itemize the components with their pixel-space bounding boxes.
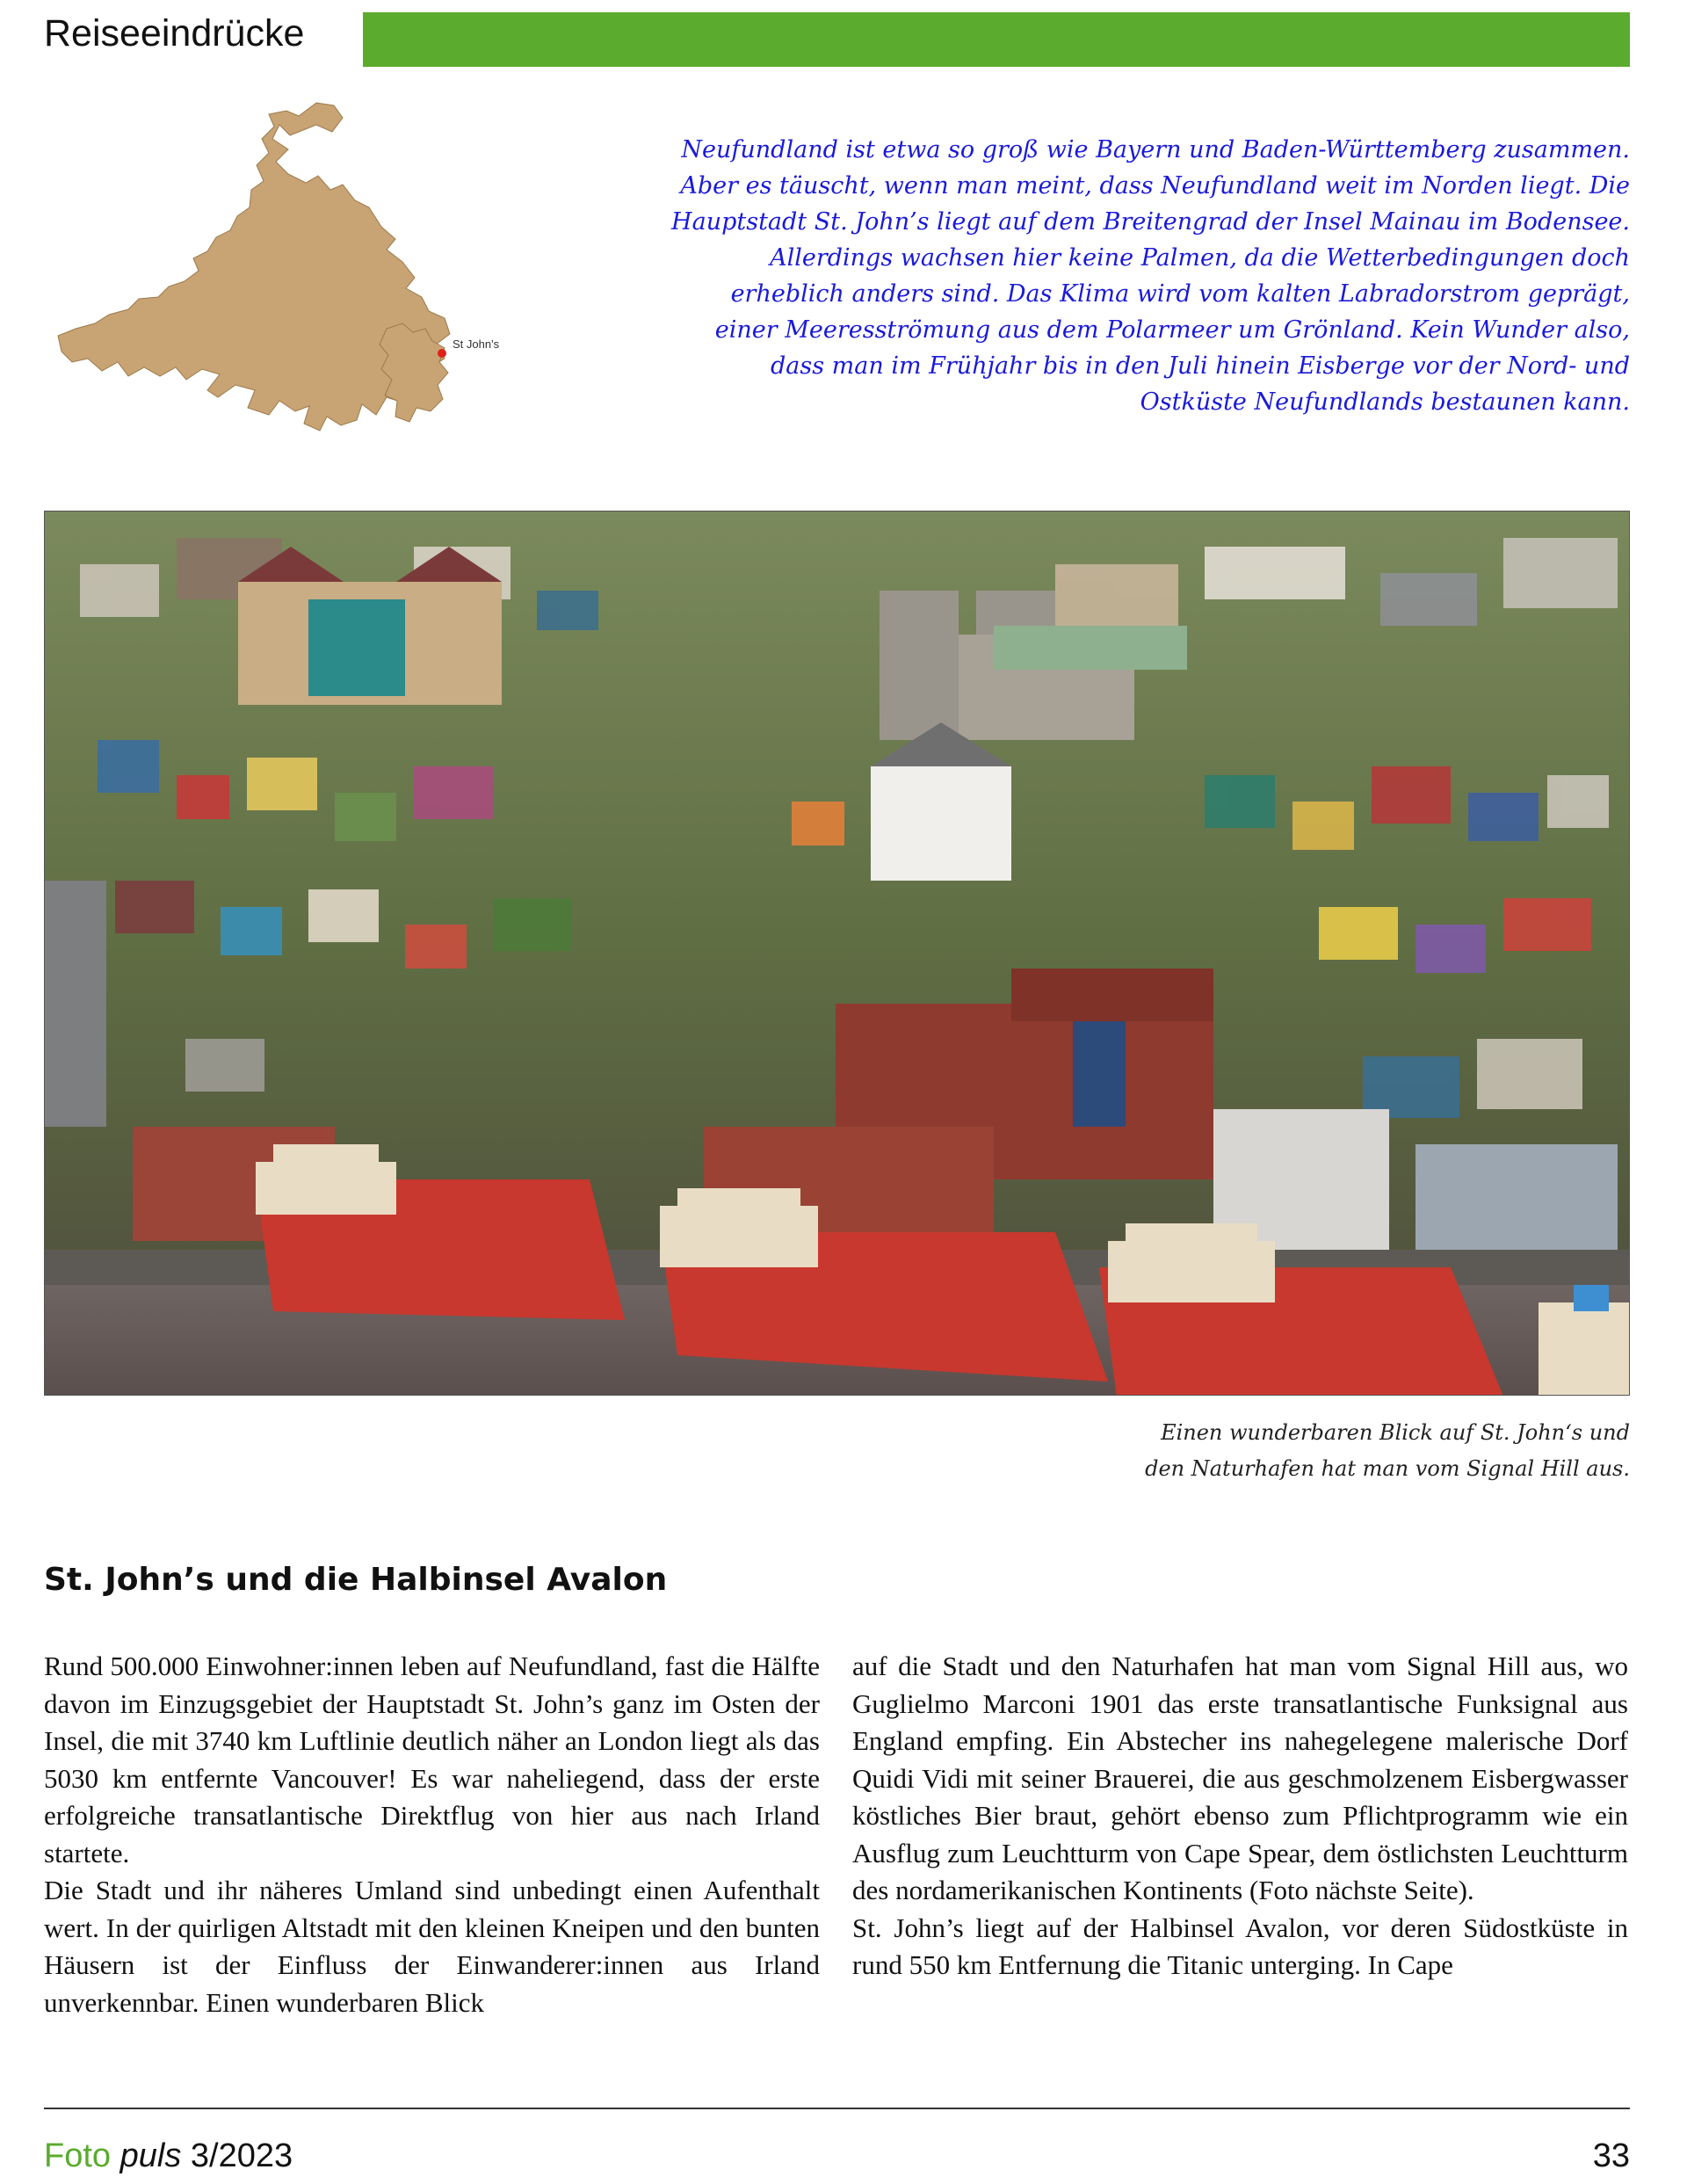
harbour-photo-illustration (45, 512, 1630, 1396)
caption-line-2: den Naturhafen hat man vom Signal Hill aus. (1145, 1456, 1630, 1481)
article-heading: St. John’s und die Halbinsel Avalon (44, 1562, 668, 1598)
st-johns-marker (438, 349, 446, 358)
footer-rule (44, 2108, 1630, 2109)
magazine-name (44, 2137, 293, 2175)
magazine-name-puls: puls (119, 2137, 182, 2174)
issue-number: 3/2023 (190, 2137, 293, 2174)
caption-line-1: Einen wunderbaren Blick auf St. John‘s und (1161, 1420, 1630, 1445)
section-title: Reiseeindrücke (44, 12, 305, 54)
intro-text: Neufundland ist etwa so groß wie Bayern und Baden-Württemberg zusammen. Aber es täuscht, wenn man meint, dass Neufundland weit im Norden liegt. Die Hauptstadt St. John’s liegt auf dem Breitengrad der Insel Mainau im Bodensee. Allerdings wachsen hier keine Palmen, da die Wetterbedingungen doch erheblich anders sind. Das Klima wird vom kalten Labradorstrom geprägt, einer Meeresströmung aus dem Polarmeer um Grönland. Kein Wunder also, dass man im Frühjahr bis in den Juli hinein Eisberge vor der Nord- und Ostküste Neufundlands bestaunen kann. (671, 136, 1630, 416)
paragraph: Die Stadt und ihr näheres Umland sind unbedingt einen Aufenthalt wert. In der quirligen Altstadt mit den kleinen Kneipen und den bunten Häusern ist der Einfluss der Einwanderer:innen aus Irland unverkennbar. Einen wunderbaren Blick (44, 1875, 820, 2018)
photo-caption (1015, 1415, 1630, 1487)
article-column-right (852, 1648, 1628, 1984)
st-johns-label: St John's (453, 337, 500, 351)
newfoundland-map (53, 98, 510, 454)
paragraph: Rund 500.000 Einwohner:innen leben auf Neufundland, fast die Hälfte davon im Einzugsgebiet der Hauptstadt St. John’s ganz im Osten der Insel, die mit 3740 km Luftlinie deutlich näher an London liegt als das 5030 km entfernte Vancouver! Es war naheliegend, dass der erste erfolgreiche transatlantische Direktflug von hier aus nach Irland startete. (44, 1651, 820, 1868)
magazine-name-foto: Foto (44, 2137, 112, 2174)
page-number: 33 (1592, 2137, 1630, 2174)
header-accent-bar (363, 12, 1630, 67)
paragraph: St. John’s liegt auf der Halbinsel Avalon, vor deren Südostküste in rund 550 km Entfernung die Titanic unterging. In Cape (852, 1912, 1628, 1980)
article-column-left (44, 1648, 820, 2021)
paragraph: auf die Stadt und den Naturhafen hat man vom Signal Hill aus, wo Guglielmo Marconi 1901 das erste transatlantische Funksignal aus England empfing. Ein Abstecher ins nahegelegene malerische Dorf Quidi Vidi mit seiner Brauerei, die aus geschmolzenem Eisbergwasser köstliches Bier braut, gehört ebenso zum Pflichtprogramm wie ein Ausflug zum Leuchtturm von Cape Spear, dem östlichsten Leuchtturm des nordamerikanischen Kontinents (Foto nächste Seite). (852, 1651, 1628, 1905)
harbour-photo (44, 511, 1630, 1396)
